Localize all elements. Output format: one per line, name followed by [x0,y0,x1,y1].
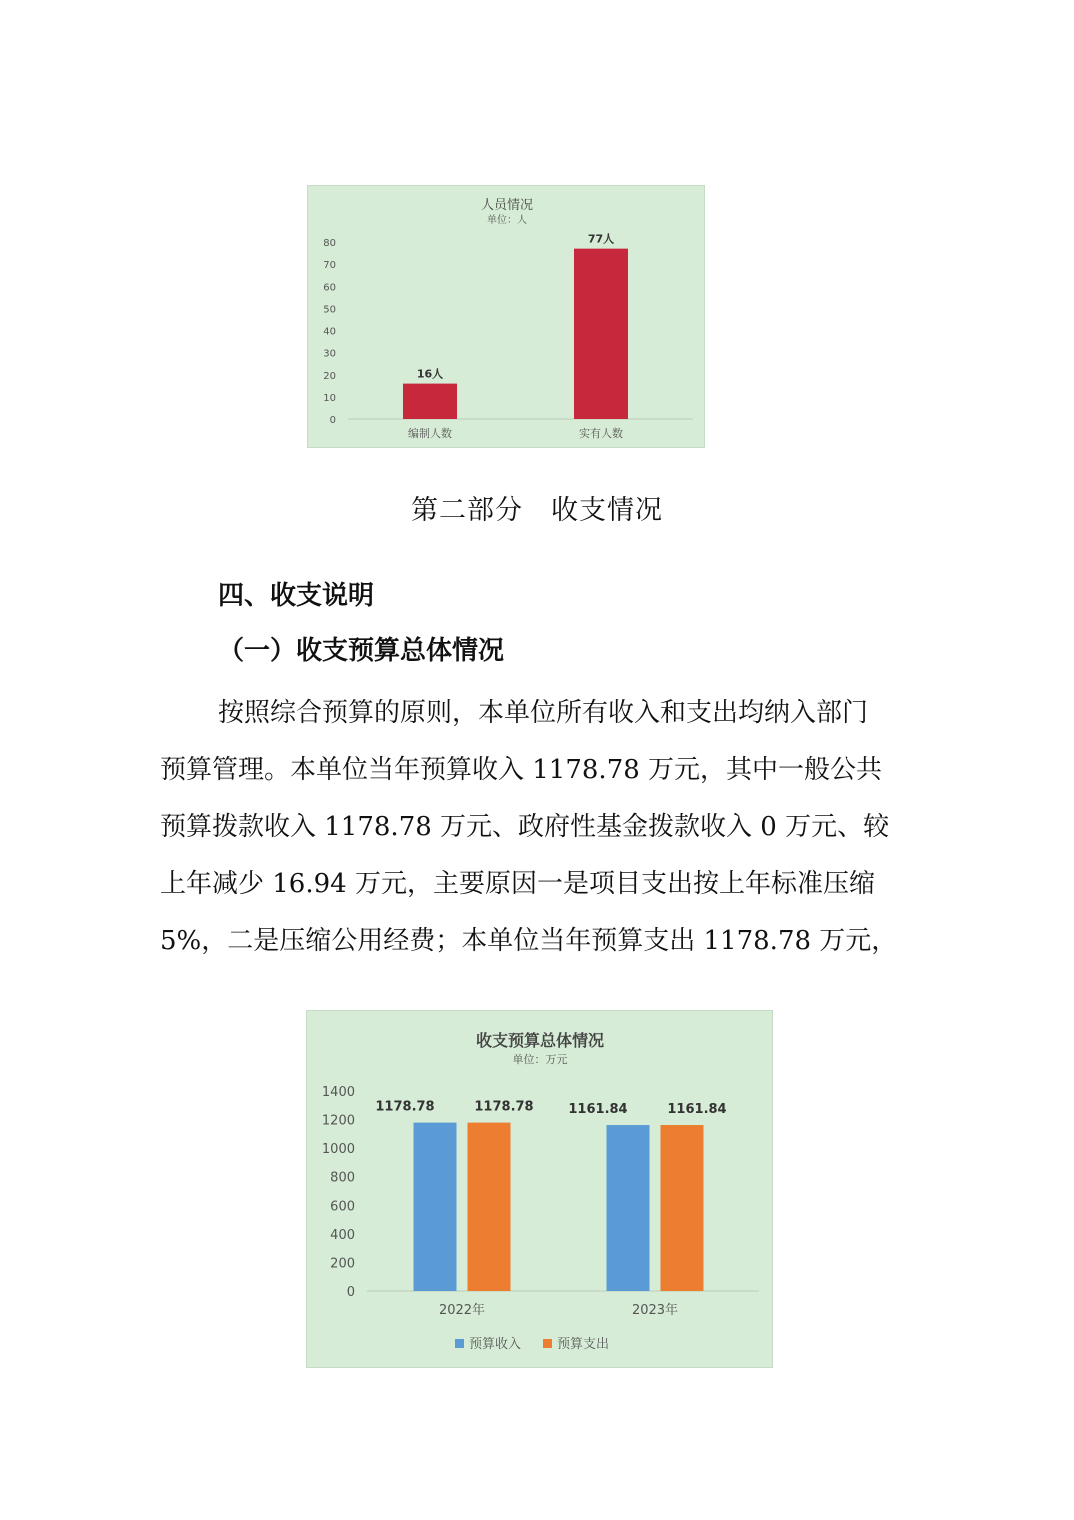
legend-label: 预算支出 [557,1337,610,1352]
bar [403,384,457,419]
heading-one: （一）收支预算总体情况 [218,636,505,666]
staff-chart-unit: 单位：人 [487,215,527,226]
y-tick-label: 800 [330,1170,355,1186]
y-tick-label: 1200 [321,1113,355,1129]
budget-chart-title: 收支预算总体情况 [475,1031,605,1050]
legend-swatch [543,1339,552,1348]
budget-chart-svg [307,1011,774,1369]
bar-value-label: 1161.84 [667,1102,727,1118]
legend-label: 预算收入 [469,1337,522,1352]
bar-value-label: 77人 [587,232,615,246]
y-tick-label: 0 [346,1285,355,1300]
y-tick-label: 70 [323,260,336,272]
staff-chart-svg [308,186,706,449]
budget-chart-unit: 单位：万元 [512,1053,568,1066]
y-tick-label: 80 [323,238,336,249]
bar [607,1125,650,1291]
y-tick-label: 600 [330,1199,355,1215]
y-tick-label: 0 [329,415,336,426]
y-tick-label: 30 [323,348,336,360]
y-tick-label: 1000 [321,1142,355,1158]
bar [414,1123,457,1291]
y-tick-label: 1400 [321,1085,355,1100]
bar-value-label: 1178.78 [375,1099,435,1115]
bar [574,249,628,419]
bar [468,1123,511,1291]
y-tick-label: 10 [323,392,336,404]
x-tick-label: 实有人数 [579,427,623,440]
bar-value-label: 1161.84 [568,1102,628,1118]
paragraph-line-2: 预算管理。本单位当年预算收入 1178.78 万元，其中一般公共 [160,755,883,785]
y-tick-label: 60 [323,282,336,294]
y-tick-label: 50 [323,304,336,316]
paragraph-line-4: 上年减少 16.94 万元，主要原因一是项目支出按上年标准压缩 [160,869,875,899]
y-tick-label: 200 [330,1256,355,1272]
y-tick-label: 400 [330,1227,355,1243]
bar-value-label: 1178.78 [474,1099,534,1115]
section-title: 第二部分 收支情况 [411,495,663,526]
paragraph-line-5: 5%，二是压缩公用经费；本单位当年预算支出 1178.78 万元， [160,926,898,956]
x-tick-label: 2023年 [631,1303,679,1318]
x-tick-label: 2022年 [438,1303,486,1318]
paragraph-line-1: 按照综合预算的原则，本单位所有收入和支出均纳入部门 [218,698,869,728]
heading-four: 四、收支说明 [218,581,375,611]
budget-chart [306,1010,773,1368]
x-tick-label: 编制人数 [408,427,452,440]
bar-value-label: 16人 [416,367,444,381]
y-tick-label: 40 [323,326,336,338]
staff-chart-title: 人员情况 [480,198,534,213]
staff-chart [307,185,705,448]
legend-swatch [455,1339,464,1348]
paragraph-line-3: 预算拨款收入 1178.78 万元、政府性基金拨款收入 0 万元、较 [160,812,890,842]
y-tick-label: 20 [323,370,336,382]
bar [661,1125,704,1291]
